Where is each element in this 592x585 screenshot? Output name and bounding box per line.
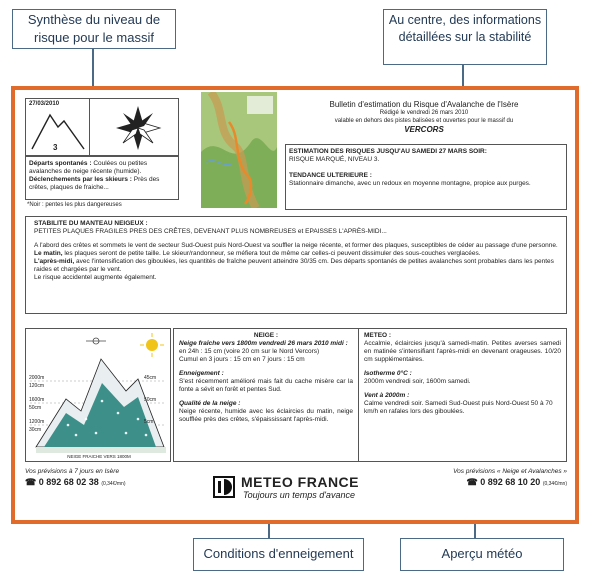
neige-24h: en 24h : 15 cm (voire 20 cm sur le Nord Vercors) (179, 348, 320, 355)
departs-box (25, 156, 179, 200)
stabilite-matin: les plaques seront de petite taille. Le skieur/randonneur, se méfiera tout de même car celles-ci peuvent dissimuler des sous-couches verglacées. (64, 250, 481, 257)
alt-1: 2000m (29, 375, 45, 381)
footer-left (25, 468, 185, 489)
phone-icon: ☎ (25, 477, 37, 487)
enneigement-text: S'est récemment amélioré mais fait du cache misère car la fonte a sévit en forêt et pentes Sud. (179, 378, 353, 393)
estimation-text: RISQUE MARQUÉ, NIVEAU 3. (289, 156, 380, 163)
h-left-2: 50cm (29, 405, 42, 411)
h-left-3: 30cm (29, 427, 42, 433)
brand-name: METEO FRANCE (241, 474, 359, 490)
declenchements-label: Déclenchements par les skieurs : (29, 176, 132, 183)
tendance-title: TENDANCE ULTERIEURE : (289, 172, 372, 179)
snow-diagram-box (25, 328, 171, 462)
meteo-text: Accalmie, éclaircies jusqu'à samedi-matin. Petites averses samedi en matinée s'intensifiant l'après-midi en devenant orageuses. 10/20 cm supplémentaires. (364, 340, 561, 363)
declenchements-text: Près des crêtes, plaques de fraiche... (29, 176, 160, 191)
stabilite-box (25, 216, 567, 314)
h-left-1: 120cm (29, 383, 45, 389)
meteo-france-logo-icon (213, 476, 235, 498)
qualite-title: Qualité de la neige : (179, 400, 241, 407)
tendance-text: Stationnaire dimanche, avec un redoux en moyenne montagne, propice aux purges. (289, 180, 531, 187)
isotherme-title: Isotherme 0°C : (364, 370, 412, 377)
footer-right-price: (0,34€/mn) (542, 481, 567, 487)
risk-level: 3 (53, 143, 58, 152)
footer-left-phone: 0 892 68 02 38 (38, 477, 99, 487)
neige-fraiche: Neige fraîche vers 1800m vendredi 26 mars 2010 midi : (179, 340, 348, 347)
neige-title: NEIGE : (253, 332, 279, 339)
footer-left-title: Vos prévisions à 7 jours en Isère (25, 468, 120, 475)
departs-label: Départs spontanés : (29, 160, 92, 167)
stabilite-title: STABILITE DU MANTEAU NEIGEUX : (34, 220, 148, 227)
aspect-rose-icon (108, 102, 168, 154)
enneigement-title: Enneigement : (179, 370, 224, 377)
vercors-map (201, 92, 277, 208)
isotherme-text: 2000m vendredi soir, 1600m samedi. (364, 378, 471, 385)
neige-cumul: Cumul en 3 jours : 15 cm en 7 jours : 15 cm (179, 356, 305, 363)
alt-3: 1200m (29, 419, 45, 425)
stabilite-fin: Le risque accidentel augmente également. (34, 274, 157, 281)
stabilite-matin-label: Le matin, (34, 250, 63, 257)
bulletin-massif: VERCORS (404, 125, 444, 134)
stabilite-sub: PETITES PLAQUES FRAGILES PRES DES CRÊTES, DEVENANT PLUS NOMBREUSES et EPAISSES L'APRÈS-MIDI... (34, 228, 387, 235)
risk-date: 27/03/2010 (29, 101, 60, 107)
vent-title: Vent à 2000m : (364, 392, 410, 399)
estimation-title: ESTIMATION DES RISQUES JUSQU'AU SAMEDI 27 MARS SOIR: (289, 148, 487, 155)
callout-centre: Au centre, des informations détaillées sur la stabilité (383, 9, 547, 65)
alt-2: 1600m (29, 397, 45, 403)
departs-text: Coulées ou petites avalanches de neige récente (humide). (29, 160, 148, 175)
meteo-france-logo (213, 474, 403, 504)
callout-meteo: Aperçu météo (400, 538, 564, 571)
vent-text: Calme vendredi soir. Samedi Sud-Ouest puis Nord-Ouest 50 à 70 km/h en rafales lors des giboulées. (364, 400, 553, 415)
footer-right (407, 468, 567, 489)
noir-note: *Noir : pentes les plus dangereuses (27, 202, 122, 208)
callout-synthese: Synthèse du niveau de risque pour le massif (12, 9, 176, 49)
mountain-risk-icon (28, 109, 88, 155)
callout-enneigement: Conditions d'enneigement (193, 538, 364, 571)
stabilite-p1: A l'abord des crêtes et sommets le vent de secteur Sud-Ouest puis Nord-Ouest va souffler la neige récente, et former des plaques, susceptibles de céder au passage d'une personne. (34, 242, 558, 249)
brand-slogan: Toujours un temps d'avance (243, 490, 355, 500)
h-right-3: 5cm (144, 419, 154, 425)
estimation-box (285, 144, 567, 210)
footer-right-phone: 0 892 68 10 20 (480, 477, 541, 487)
h-right-1: 45cm (144, 375, 157, 381)
aspect-rose-box (90, 98, 179, 156)
footer-right-title: Vos prévisions « Neige et Avalanches » (453, 468, 567, 475)
stabilite-aprem: avec l'intensification des giboulées, les quantités de fraîche peuvent atteindre 30/35 cm. Des départs spontanés de petites avalanches sont probables dans les pentes raides et chargées par le vent. (34, 258, 554, 273)
bulletin-frame (11, 86, 579, 524)
diagram-top-icon (86, 338, 106, 344)
snow-diagram (26, 329, 171, 462)
phone-icon: ☎ (466, 477, 478, 487)
meteo-box (359, 328, 567, 462)
bulletin-redige: Rédigé le vendredi 26 mars 2010 (379, 110, 469, 116)
stabilite-aprem-label: L'après-midi, (34, 258, 75, 265)
bulletin-valable: valable en dehors des pistes balisées et ouvertes pour le massif du (334, 117, 514, 124)
bulletin-title: Bulletin d'estimation du Risque d'Avalanche de l'Isère (329, 100, 519, 109)
meteo-title: METEO : (364, 332, 392, 339)
h-right-2: 50cm (144, 397, 157, 403)
footer-left-price: (0,34€/mn) (101, 481, 126, 487)
risk-pictogram-box (25, 98, 90, 156)
diagram-legend: NEIGE FRAICHE VERS 1800M (67, 454, 131, 459)
bulletin-title-block (283, 100, 565, 135)
neige-box (173, 328, 359, 462)
qualite-text: Neige récente, humide avec les éclaircies du matin, neige soufflée près des crêtes, s'épaississant l'après-midi. (179, 408, 353, 423)
